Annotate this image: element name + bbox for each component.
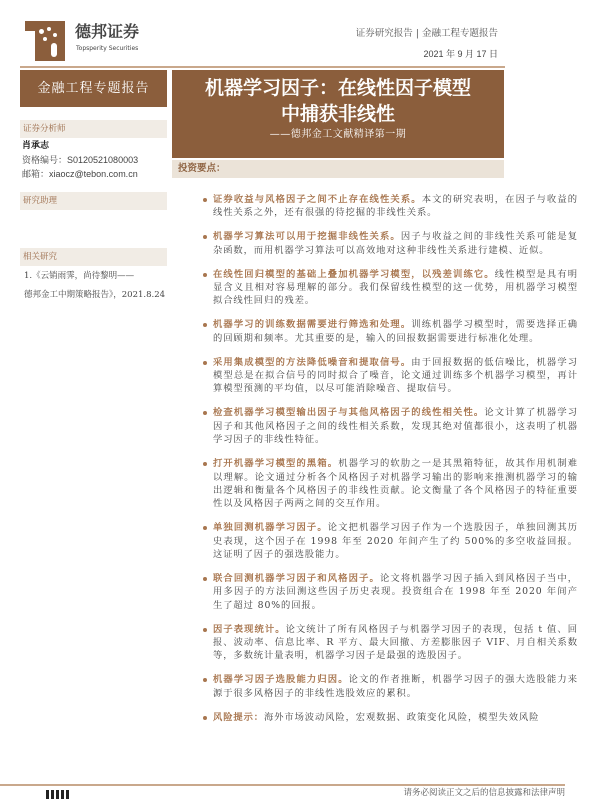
qr-code-icon (46, 790, 71, 799)
page-title-line1: 机器学习因子：在线性因子模型 (204, 77, 471, 99)
key-points-label: 投资要点： (172, 160, 504, 178)
key-point-item (203, 406, 578, 446)
key-point-body: 论文统计了所有风格因子与机器学习因子的表现，包括 t 值、回报、波动率、信息比率、R 平方、最大回撤、方差膨胀因子 VIF、月自相关系数等，多数统计量表明，机器学习因子是最强的选股因子。 (213, 623, 578, 662)
key-point-item (203, 711, 578, 724)
key-point-item (203, 572, 578, 612)
key-point-body: 论文将机器学习因子插入到风格因子当中，用多因子的方法回测这些因子历史表现。投资组合在 1998 年至 2020 年间产生了超过 80%的回报。 (213, 572, 578, 611)
key-point-heading: 单独回测机器学习因子。 (213, 522, 328, 534)
page-subtitle: ——德邦金工文献精译第一期 (269, 129, 407, 140)
related-section-label: 相关研究 (20, 248, 167, 266)
key-point-body: 本文的研究表明，在因子与收益的线性关系之外，还有很强的待挖掘的非线性关系。 (213, 194, 578, 219)
email-line (22, 168, 138, 181)
analyst-section-label: 证券分析师 (20, 120, 167, 138)
logo-icon (25, 21, 65, 61)
footer-divider (0, 784, 565, 786)
key-point-heading: 检查机器学习模型输出因子与其他风格因子的线性相关性。 (213, 407, 485, 419)
key-point-item (203, 193, 578, 220)
key-point-heading: 风险提示： (213, 711, 264, 723)
key-point-item (203, 318, 578, 345)
email-link[interactable]: xiaocz@tebon.com.cn (49, 169, 138, 179)
key-point-item (203, 521, 578, 561)
key-point-heading: 机器学习的训练数据需要进行筛选和处理。 (213, 319, 412, 331)
key-point-body: 论文的作者推断，机器学习因子的强大选股能力来源于很多风格因子的非线性选股效应的累积。 (213, 674, 578, 699)
report-date: 2021 年 9 月 17 日 (423, 49, 498, 59)
key-point-body: 因子与收益之间的非线性关系可能是复杂函数，而用机器学习算法可以高效地对这种非线性关系进行建模、近似。 (213, 231, 578, 256)
related-item-cont[interactable]: 德邦金工中期策略报告》，2021.8.24 (24, 290, 166, 300)
key-point-heading: 机器学习因子选股能力归因。 (213, 674, 349, 686)
key-point-heading: 打开机器学习模型的黑箱。 (213, 458, 339, 470)
key-point-item (203, 268, 578, 308)
key-points-list (203, 193, 578, 735)
key-point-item (203, 673, 578, 700)
key-point-body: 海外市场波动风险，宏观数据、政策变化风险，模型失效风险 (264, 711, 540, 723)
key-point-heading: 因子表现统计。 (213, 623, 286, 635)
related-item[interactable]: 1.《云销雨霁，尚待黎明—— (24, 271, 135, 281)
key-point-body: 训练机器学习模型时，需要选择正确的回顾期和频率。尤其重要的是，输入的回报数据需要进行标准化处理。 (213, 319, 578, 344)
assistant-section-label: 研究助理 (20, 192, 167, 210)
analyst-name: 肖承志 (22, 141, 50, 151)
key-point-body: 机器学习的软肋之一是其黑箱特征，故其作用机制难以理解。论文通过分析各个风格因子对机器学习输出的影响来推测机器学习的输出逻辑和衡量各个风格因子的非线性贡献。论文衡量了各个风格因子的特征重要性以及风格因子两两之间的交互作用。 (213, 458, 579, 510)
key-point-body: 由于回报数据的低信噪比，机器学习模型总是在拟合信号的同时拟合了噪音，论文通过训练多个机器学习模型，再计算模型预测的平均值，以尽可能消除噪音、提取信号。 (213, 356, 578, 395)
key-point-heading: 证券收益与风格因子之间不止存在线性关系。 (213, 194, 422, 205)
key-point-item (203, 230, 578, 257)
email-label: 邮箱： (22, 170, 50, 180)
report-type: 证券研究报告 | 金融工程专题报告 (355, 28, 498, 39)
key-point-heading: 采用集成模型的方法降低噪音和提取信号。 (213, 356, 412, 368)
header-divider (20, 66, 505, 68)
key-point-body: 论文把机器学习因子作为一个选股因子，单独回测其历史表现，这个因子在 1998 年至 2020 年间产生了约 500%的多空收益回报。这证明了因子的强选股能力。 (213, 522, 578, 561)
report-category: 金融工程专题报告 (20, 70, 167, 107)
title-box (172, 70, 504, 158)
logo-text: 德邦证券 (75, 22, 140, 41)
license-line (22, 154, 138, 167)
key-point-body: 论文计算了机器学习因子和其他风格因子之间的线性相关系数，发现其绝对值都很小，这表明了机器学习因子的非线性特征。 (213, 407, 578, 446)
key-point-heading: 在线性回归模型的基础上叠加机器学习模型，以残差训练它。 (213, 268, 495, 280)
license-number: S0120521080003 (67, 155, 139, 165)
page-title-line2: 中捕获非线性 (280, 103, 395, 125)
key-point-item (203, 623, 578, 663)
key-point-item (203, 356, 578, 396)
key-point-body: 线性模型是具有明显含义且相对容易理解的部分。我们保留线性模型的这一优势，用机器学习模型拟合线性回归的残差。 (213, 268, 578, 307)
license-label: 资格编号： (22, 156, 68, 166)
logo-subtext: Topsperity Securities (76, 45, 139, 52)
key-point-heading: 机器学习算法可以用于挖掘非线性关系。 (213, 231, 401, 243)
key-point-item (203, 457, 578, 511)
footer-disclaimer: 请务必阅读正文之后的信息披露和法律声明 (403, 788, 565, 798)
key-point-heading: 联合回测机器学习因子和风格因子。 (213, 572, 380, 584)
